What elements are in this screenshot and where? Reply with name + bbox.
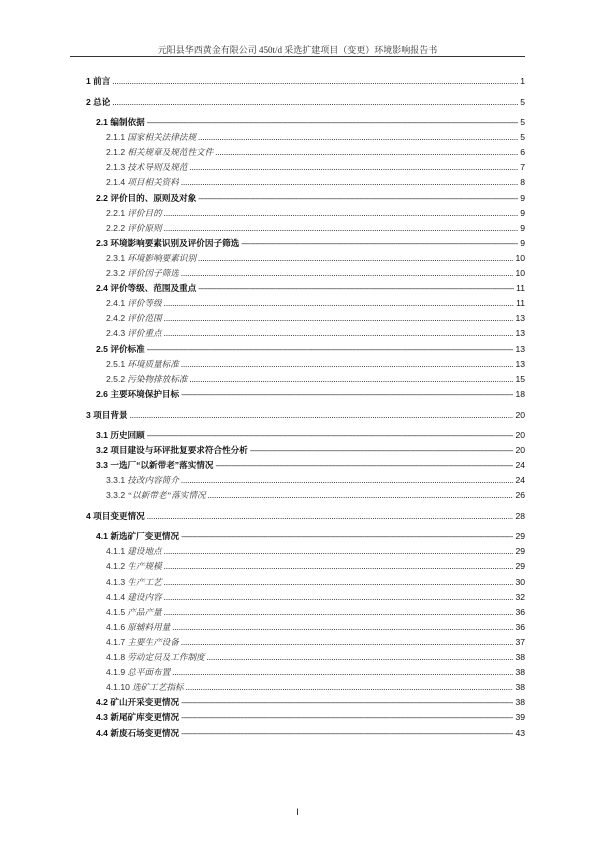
toc-entry[interactable] [86, 238, 525, 249]
toc-leader [164, 577, 514, 588]
toc-entry-number: 2 [86, 97, 91, 107]
toc-entry-page: 26 [515, 490, 525, 501]
toc-entry-title [106, 268, 179, 279]
toc-leader [189, 374, 513, 385]
toc-leader [198, 132, 518, 143]
toc-entry-text: 国家相关法律法规 [127, 132, 197, 143]
toc-entry-page: 38 [515, 682, 525, 693]
toc-leader [164, 592, 514, 603]
toc-entry-page: 13 [515, 328, 525, 339]
toc-entry-number: 4.3 [96, 712, 108, 723]
toc-entry-text: 项目建设与环评批复要求符合性分析 [110, 444, 248, 455]
toc-entry-title [96, 430, 145, 441]
toc-entry-number: 2.4.3 [106, 328, 126, 339]
toc-entry-title [96, 389, 179, 400]
toc-entry-page: 13 [515, 358, 525, 369]
toc-entry[interactable] [86, 223, 525, 234]
toc-entry-text: 污染物排放标准 [127, 373, 188, 384]
toc-entry-number: 4.4 [96, 727, 108, 738]
toc-entry[interactable] [86, 460, 525, 471]
toc-entry[interactable] [86, 622, 525, 633]
toc-entry-title [106, 652, 205, 663]
toc-entry-title [86, 410, 128, 421]
toc-entry-title [96, 445, 248, 456]
toc-entry-page: 20 [515, 429, 525, 440]
toc-entry-page: 29 [515, 531, 525, 542]
toc-entry-text: 项目背景 [93, 409, 128, 420]
toc-entry-number: 2.5 [96, 343, 108, 354]
toc-entry-text: 历史回顾 [110, 429, 145, 440]
toc-leader [181, 177, 518, 188]
toc-entry-title [96, 193, 196, 204]
toc-leader [164, 607, 514, 618]
toc-entry-number: 2.1.1 [106, 132, 126, 143]
toc-entry-number: 2.3.1 [106, 252, 126, 263]
toc-entry[interactable] [86, 253, 525, 264]
toc-entry-page: 6 [520, 147, 525, 158]
toc-leader [181, 268, 514, 279]
toc-entry-title [106, 667, 170, 678]
toc-leader [181, 637, 514, 648]
toc-entry[interactable] [86, 546, 525, 557]
toc-entry-page: 18 [515, 388, 525, 399]
toc-leader [164, 546, 514, 557]
toc-entry-title [106, 223, 162, 234]
toc-entry-text: 评价因子筛选 [127, 268, 179, 278]
toc-entry-number: 3.3 [96, 460, 108, 470]
toc-entry-number: 4.1.7 [106, 636, 126, 647]
toc-leader [181, 712, 513, 723]
toc-entry[interactable] [86, 147, 525, 158]
toc-entry[interactable] [86, 475, 525, 486]
toc-entry-number: 2.4.1 [106, 298, 126, 309]
toc-entry-title [106, 147, 213, 158]
toc-leader [112, 97, 518, 108]
toc-entry-page: 1 [520, 76, 525, 86]
toc-leader [198, 283, 514, 294]
toc-entry[interactable] [86, 652, 525, 663]
page-number: I [296, 807, 299, 817]
toc-entry-page: 5 [520, 132, 525, 143]
toc-entry-text: 新选矿厂变更情况 [110, 531, 180, 542]
toc-entry-title [96, 460, 213, 471]
toc-entry-page: 37 [515, 636, 525, 647]
toc-entry[interactable] [86, 283, 525, 294]
toc-entry-title [106, 622, 170, 633]
toc-leader [164, 208, 519, 219]
toc-leader [164, 223, 519, 234]
toc-entry[interactable] [86, 607, 525, 618]
toc-entry-title [96, 344, 145, 355]
toc-entry-title [96, 238, 239, 249]
toc-entry[interactable] [86, 410, 525, 421]
toc-entry-page: 10 [515, 252, 525, 263]
toc-entry-page: 29 [515, 546, 525, 557]
toc-entry-text: 生产工艺 [127, 576, 162, 587]
page-header: 元阳县华西黄金有限公司 450t/d 采选扩建项目（变更）环境影响报告书 [157, 45, 438, 55]
toc-entry-page: 13 [515, 343, 525, 354]
toc-entry-page: 5 [520, 117, 525, 127]
toc-leader [164, 328, 514, 339]
toc-leader [147, 511, 514, 522]
toc-entry-page: 13 [515, 313, 525, 324]
toc-entry[interactable] [86, 374, 525, 385]
toc-entry-text: 选矿工艺指标 [132, 682, 184, 693]
toc-leader [215, 147, 518, 158]
toc-entry-number: 2.3.2 [106, 268, 126, 278]
toc-leader [208, 490, 514, 501]
toc-entry-text: 项目相关资料 [127, 177, 179, 188]
toc-entry-text: 新废石场变更情况 [110, 727, 180, 738]
toc-leader [250, 445, 514, 456]
toc-leader [164, 298, 514, 309]
toc-entry-text: 评价目的、原则及对象 [110, 192, 197, 203]
toc-entry-number: 2.1.3 [106, 162, 126, 173]
toc-entry-number: 3 [86, 409, 91, 420]
toc-entry-title [96, 712, 179, 723]
toc-entry-number: 2.2.1 [106, 207, 126, 218]
toc-entry-number: 2.4 [96, 283, 108, 294]
toc-entry-page: 32 [515, 591, 525, 602]
toc-entry-title [106, 253, 196, 264]
toc-entry-number: 4.1.5 [106, 606, 126, 617]
toc-entry-page: 20 [515, 444, 525, 455]
toc-entry-page: 20 [515, 409, 525, 420]
toc-entry-number: 4.1.10 [106, 682, 130, 693]
toc-entry-number: 4.1.1 [106, 546, 126, 557]
toc-entry[interactable] [86, 728, 525, 739]
toc-entry-number: 3.3.2 [106, 490, 126, 501]
toc-entry-text: 总论 [93, 97, 111, 107]
toc-entry-text: 总平面布置 [127, 667, 171, 678]
toc-entry[interactable] [86, 490, 525, 501]
toc-entry[interactable] [86, 637, 525, 648]
toc-leader [215, 460, 513, 471]
toc-leader [181, 359, 514, 370]
toc-entry[interactable] [86, 132, 525, 143]
toc-entry-page: 39 [515, 712, 525, 723]
toc-entry[interactable] [86, 697, 525, 708]
toc-entry-title [106, 561, 162, 572]
toc-entry[interactable] [86, 328, 525, 339]
toc-leader [181, 389, 513, 400]
toc-entry-number: 2.5.2 [106, 373, 126, 384]
toc-entry-title [106, 328, 162, 339]
toc-entry-text: 评价重点 [127, 328, 162, 339]
toc-entry[interactable] [86, 511, 525, 522]
toc-entry-title [106, 682, 184, 693]
toc-entry-text: 建设地点 [127, 546, 162, 557]
toc-entry-number: 2.4.2 [106, 313, 126, 324]
toc-entry[interactable] [86, 208, 525, 219]
toc-entry-number: 3.2 [96, 444, 108, 455]
toc-entry[interactable] [86, 76, 525, 87]
toc-entry-title [86, 76, 110, 87]
toc-entry-number: 4.1.9 [106, 667, 126, 678]
toc-entry-page: 5 [520, 97, 525, 107]
toc-entry[interactable] [86, 667, 525, 678]
toc-entry-page: 30 [515, 576, 525, 587]
toc-entry[interactable] [86, 577, 525, 588]
toc-entry[interactable] [86, 268, 525, 279]
toc-entry-title [86, 97, 110, 108]
toc-entry-page: 8 [520, 177, 525, 188]
toc-entry-number: 3.1 [96, 429, 108, 440]
toc-entry[interactable] [86, 344, 525, 355]
toc-entry-title [106, 637, 179, 648]
toc-entry-title [106, 475, 179, 486]
toc-entry-title [96, 697, 179, 708]
toc-leader [198, 193, 518, 204]
toc-entry-number: 4.2 [96, 697, 108, 708]
toc-entry-page: 9 [520, 207, 525, 218]
toc-entry-title [106, 359, 179, 370]
toc-entry-page: 9 [520, 222, 525, 233]
toc-entry-title [106, 298, 162, 309]
toc-entry-text: 主要环境保护目标 [110, 388, 180, 399]
toc-entry-text: 环境质量标准 [127, 358, 179, 369]
toc-entry-text: 原辅料用量 [127, 621, 171, 632]
toc-entry-text: 产品产量 [127, 606, 162, 617]
toc-entry-title [106, 208, 162, 219]
toc-entry-text: 建设内容 [127, 591, 162, 602]
toc-entry-title [96, 283, 196, 294]
toc-entry-text: 前言 [93, 76, 111, 86]
toc-leader [164, 313, 514, 324]
toc-entry-number: 4.1.3 [106, 576, 126, 587]
toc-leader [172, 622, 513, 633]
toc-entry-page: 43 [515, 727, 525, 738]
toc-leader [147, 344, 514, 355]
toc-entry-number: 4.1.8 [106, 652, 126, 662]
toc-entry-text: 劳动定员及工作制度 [127, 652, 205, 662]
toc-leader [207, 652, 514, 663]
toc-entry-number: 1 [86, 76, 91, 86]
toc-leader [112, 76, 518, 87]
toc-entry-page: 36 [515, 606, 525, 617]
toc-leader [181, 475, 514, 486]
toc-leader [241, 238, 518, 249]
toc-entry-title [96, 531, 179, 542]
toc-entry-title [86, 511, 145, 522]
toc-entry-number: 4.1 [96, 531, 108, 542]
toc-leader [172, 667, 513, 678]
toc-entry-text: 评价等级、范围及重点 [110, 283, 197, 294]
toc-entry-number: 2.1.2 [106, 147, 126, 158]
toc-leader [181, 697, 513, 708]
toc-entry-number: 2.3 [96, 237, 108, 248]
toc-entry-text: 一选厂“以新带老”落实情况 [110, 460, 214, 470]
toc-entry-title [106, 546, 162, 557]
toc-entry-title [96, 728, 179, 739]
toc-entry-text: 评价原则 [127, 222, 162, 233]
toc-entry[interactable] [86, 712, 525, 723]
toc-entry-text: 编制依据 [110, 117, 145, 127]
toc-leader [181, 531, 513, 542]
toc-entry-text: “以新带老”落实情况 [127, 490, 206, 501]
toc-entry-title [106, 592, 162, 603]
toc-leader [130, 410, 514, 421]
toc-entry[interactable] [86, 359, 525, 370]
toc-leader [147, 430, 514, 441]
toc-entry-text: 评价等级 [127, 298, 162, 309]
toc-entry-number: 2.5.1 [106, 358, 126, 369]
toc-entry[interactable] [86, 117, 525, 128]
toc-entry[interactable] [86, 97, 525, 108]
toc-entry[interactable] [86, 531, 525, 542]
toc-entry-title [106, 577, 162, 588]
toc-entry-number: 4 [86, 511, 91, 522]
toc-entry-number: 2.1 [96, 117, 108, 127]
toc-entry-text: 新尾矿库变更情况 [110, 712, 180, 723]
toc-entry-page: 38 [515, 697, 525, 708]
toc-entry-number: 4.1.4 [106, 591, 126, 602]
toc-entry-text: 相关规章及规范性文件 [127, 147, 214, 158]
toc-entry[interactable] [86, 561, 525, 572]
toc-entry-number: 2.2 [96, 192, 108, 203]
toc-entry-number: 2.6 [96, 388, 108, 399]
toc-entry-title [106, 607, 162, 618]
toc-entry-text: 矿山开采变更情况 [110, 697, 180, 708]
toc-entry-page: 11 [516, 298, 525, 309]
header-rule [70, 56, 525, 57]
toc-entry-text: 评价范围 [127, 313, 162, 324]
toc-entry-page: 38 [515, 667, 525, 678]
toc-entry-title [106, 177, 179, 188]
toc-entry[interactable] [86, 389, 525, 400]
toc-entry[interactable] [86, 177, 525, 188]
toc-entry-text: 技术导则及规范 [127, 162, 188, 173]
toc-entry-text: 环境影响要素识别 [127, 252, 197, 263]
toc-entry-page: 9 [520, 192, 525, 203]
toc-entry[interactable] [86, 193, 525, 204]
toc-entry-page: 7 [520, 162, 525, 173]
toc-entry[interactable] [86, 298, 525, 309]
toc-entry-number: 3.3.1 [106, 475, 126, 486]
toc-entry-text: 主要生产设备 [127, 636, 179, 647]
toc-leader [189, 162, 518, 173]
toc-entry-title [106, 374, 187, 385]
toc-entry-text: 评价目的 [127, 207, 162, 218]
toc-leader [164, 561, 514, 572]
toc-entry-number: 2.2.2 [106, 222, 126, 233]
toc-leader [147, 117, 518, 128]
toc-entry-number: 4.1.6 [106, 621, 126, 632]
toc-entry[interactable] [86, 430, 525, 441]
toc-entry-title [106, 132, 196, 143]
toc-entry-page: 10 [515, 268, 525, 278]
toc-entry-page: 28 [515, 511, 525, 522]
toc-entry-page: 24 [515, 460, 525, 470]
toc-entry[interactable] [86, 682, 525, 693]
toc-leader [181, 728, 513, 739]
toc-leader [186, 682, 514, 693]
toc-entry-text: 环境影响要素识别及评价因子筛选 [110, 237, 240, 248]
toc-entry-number: 4.1.2 [106, 561, 126, 572]
toc-entry[interactable] [86, 445, 525, 456]
toc-entry-page: 9 [520, 237, 525, 248]
toc-entry-page: 15 [515, 373, 525, 384]
toc-entry-text: 生产规模 [127, 561, 162, 572]
toc-entry-title [106, 162, 187, 173]
toc-entry-page: 36 [515, 621, 525, 632]
toc-leader [198, 253, 513, 264]
toc-entry-page: 24 [515, 475, 525, 486]
toc-entry-title [96, 117, 145, 128]
toc-entry[interactable] [86, 162, 525, 173]
toc-entry-number: 2.1.4 [106, 177, 126, 188]
toc-entry-text: 技改内容简介 [127, 475, 179, 486]
toc-entry-page: 29 [515, 561, 525, 572]
toc-entry-page: 38 [515, 652, 525, 662]
toc-entry-title [106, 490, 206, 501]
toc-entry-title [106, 313, 162, 324]
toc-entry-text: 评价标准 [110, 343, 145, 354]
toc-entry[interactable] [86, 313, 525, 324]
toc-entry-page: 11 [516, 283, 525, 294]
toc-entry[interactable] [86, 592, 525, 603]
toc-entry-text: 项目变更情况 [93, 511, 145, 522]
